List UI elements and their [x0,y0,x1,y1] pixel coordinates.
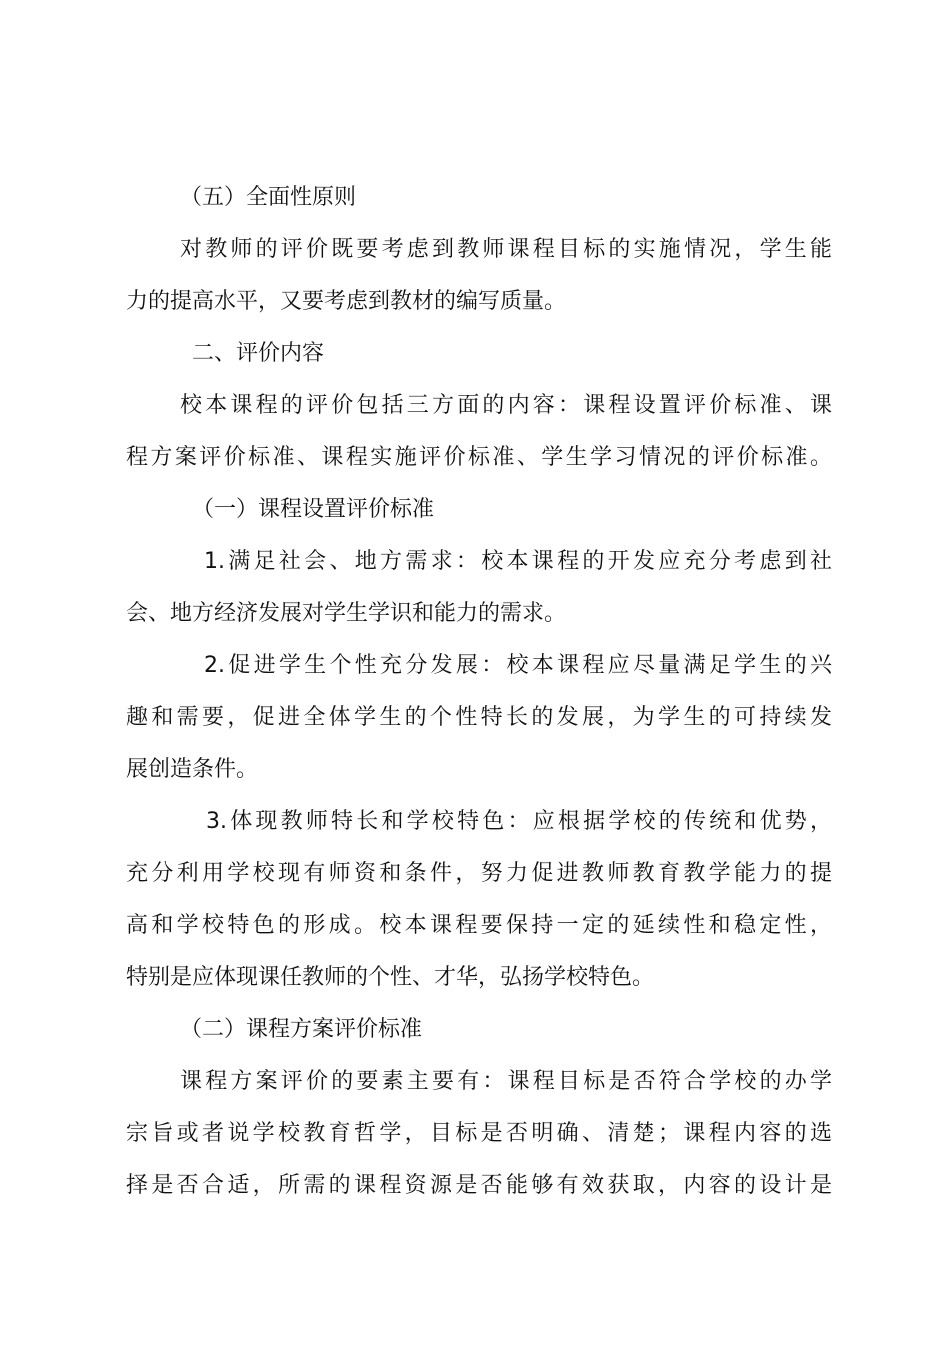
paragraph-line: 校本课程的评价包括三方面的内容：课程设置评价标准、课 [180,393,832,418]
list-item-line: 趣和需要，促进全体学生的个性特长的发展，为学生的可持续发 [126,705,832,730]
section-heading-course-plan-standards: （二）课程方案评价标准 [180,1017,423,1042]
list-item-line: 2.促进学生个性充分发展：校本课程应尽量满足学生的兴 [204,653,832,678]
section-heading-comprehensiveness: （五）全面性原则 [180,185,357,210]
list-item-line: 1.满足社会、地方需求：校本课程的开发应充分考虑到社 [204,549,832,574]
list-item-line: 会、地方经济发展对学生学识和能力的需求。 [126,601,567,626]
paragraph-line: 力的提高水平，又要考虑到教材的编写质量。 [126,289,567,314]
list-item-line: 充分利用学校现有师资和条件，努力促进教师教育教学能力的提 [126,861,832,886]
paragraph-line: 择是否合适，所需的课程资源是否能够有效获取，内容的设计是 [126,1173,832,1198]
paragraph-line: 宗旨或者说学校教育哲学，目标是否明确、清楚；课程内容的选 [126,1121,832,1146]
paragraph-line: 对教师的评价既要考虑到教师课程目标的实施情况，学生能 [180,237,832,262]
paragraph-line: 课程方案评价的要素主要有：课程目标是否符合学校的办学 [180,1069,832,1094]
list-item-line: 3.体现教师特长和学校特色：应根据学校的传统和优势， [206,809,832,834]
section-heading-evaluation-content: 二、评价内容 [192,341,325,366]
list-item-line: 展创造条件。 [126,757,259,782]
section-heading-course-setting-standards: （一）课程设置评价标准 [192,497,435,522]
document-body [126,176,832,1216]
list-item-line: 特别是应体现课任教师的个性、才华，弘扬学校特色。 [126,965,655,990]
paragraph-line: 程方案评价标准、课程实施评价标准、学生学习情况的评价标准。 [126,445,832,470]
list-item-line: 高和学校特色的形成。校本课程要保持一定的延续性和稳定性， [126,913,832,938]
